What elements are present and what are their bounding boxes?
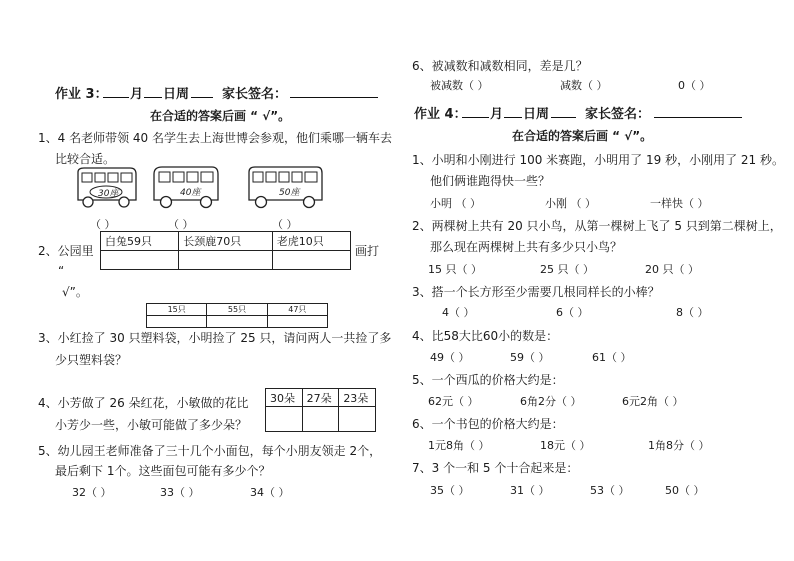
animals-blank-1[interactable] [101,251,179,270]
left-q1-line2: 比较合适。 [55,152,116,166]
left-q1-paren-3[interactable]: （ ） [272,218,298,231]
right-q2-opt-15[interactable]: 15 只（ ） [428,263,482,276]
right-q6top-opt3[interactable]: 0（ ） [678,79,711,92]
right-q7-opt-50[interactable]: 50（ ） [665,484,705,497]
right-subtitle: 在合适的答案后画 “ √”。 [512,129,653,143]
right-q1-opt-xiaogang[interactable]: 小刚 （ ） [545,197,596,210]
left-q1-line1: 1、4 名老师带领 40 名学生去上海世博会参观，他们乘哪一辆车去 [38,131,392,145]
right-week-blank[interactable] [551,117,576,118]
right-q6top-line1: 6、被减数和减数相同，差是几？ [412,59,588,73]
right-q4-opt-61[interactable]: 61（ ） [592,351,632,364]
left-q5-option-33[interactable]: 33（ ） [160,486,200,499]
q2-option-blank-1[interactable] [147,316,207,328]
right-q3-opt-4[interactable]: 4（ ） [442,306,475,319]
animals-cell-rabbit: 白兔59只 [101,232,179,251]
bus-30-icon[interactable] [72,166,140,210]
bus-label-40: 40座 [180,188,201,198]
right-q1-line2: 他们俩谁跑得快一些？ [430,174,551,188]
flowers-blank-3[interactable] [339,407,376,432]
right-q6-opt-1jiao8fen[interactable]: 1角8分（ ） [648,439,710,452]
flowers-blank-2[interactable] [302,407,339,432]
left-sign-blank[interactable] [290,97,378,98]
right-q6-opt-18yuan[interactable]: 18元（ ） [540,439,591,452]
left-month-blank[interactable] [103,97,129,98]
left-header-prefix: 作业 3： [55,87,108,102]
left-q5-option-34[interactable]: 34（ ） [250,486,290,499]
bus-50-icon[interactable] [245,164,325,210]
left-q5-line1: 5、幼儿园王老师准备了三十几个小面包，每个小朋友领走 2个， [38,444,382,458]
right-q4-opt-59[interactable]: 59（ ） [510,351,550,364]
right-q7-opt-35[interactable]: 35（ ） [430,484,470,497]
q2-option-47[interactable]: 47只 [267,304,327,316]
right-month-blank[interactable] [462,117,489,118]
right-q1-opt-same[interactable]: 一样快（ ） [650,197,709,210]
left-q2-prefix: 2、公园里 [38,244,94,258]
left-q1-paren-2[interactable]: （ ） [168,218,194,231]
right-sign-blank[interactable] [654,117,742,118]
right-q7-opt-53[interactable]: 53（ ） [590,484,630,497]
left-sign-label: 家长签名： [222,87,288,102]
right-day-blank[interactable] [504,117,522,118]
flowers-table [265,388,376,432]
q2-option-blank-3[interactable] [267,316,327,328]
bus-label-50: 50座 [279,188,300,198]
right-q1-line1: 1、小明和小刚进行 100 米赛跑，小明用了 19 秒，小刚用了 21 秒。 [412,153,784,167]
right-q5-opt-6jiao2fen[interactable]: 6角2分（ ） [520,395,582,408]
right-q7-line1: 7、3 个一和 5 个十合起来是： [412,461,579,475]
right-q7-opt-31[interactable]: 31（ ） [510,484,550,497]
left-q3-line1: 3、小红捡了 30 只塑料袋，小明捡了 25 只，请问两人一共捡了多 [38,331,392,345]
right-q2-opt-25[interactable]: 25 只（ ） [540,263,594,276]
right-q4-line1: 4、比58大比60小的数是： [412,329,559,343]
bus-40-icon[interactable] [150,164,222,210]
left-day-blank[interactable] [144,97,162,98]
left-dayweek-label: 日周 [163,87,190,102]
left-subtitle: 在合适的答案后画 “ √”。 [150,109,291,123]
right-q2-opt-20[interactable]: 20 只（ ） [645,263,699,276]
right-q2-line1: 2、两棵树上共有 20 只小鸟，从第一棵树上飞了 5 只到第二棵树上， [412,219,782,233]
right-month-label: 月 [490,107,504,122]
left-q4-line2: 小芳少一些，小敏可能做了多少朵？ [55,418,248,432]
animals-table [100,231,351,270]
flowers-option-23[interactable]: 23朵 [339,389,376,407]
right-q2-line2: 那么现在两棵树上共有多少只小鸟？ [430,240,623,254]
right-q3-line1: 3、搭一个长方形至少需要几根同样长的小棒？ [412,285,660,299]
animals-cell-tiger: 老虎10只 [272,232,350,251]
right-header-prefix: 作业 4： [414,107,467,122]
q2-options-table [146,303,328,328]
left-q3-line2: 少只塑料袋？ [55,353,128,367]
right-q5-line1: 5、一个西瓜的价格大约是： [412,373,564,387]
flowers-blank-1[interactable] [266,407,303,432]
left-q4-line1: 4、小芳做了 26 朵红花，小敏做的花比 [38,396,249,410]
right-q5-opt-6yuan2jiao[interactable]: 6元2角（ ） [622,395,684,408]
left-q5-option-32[interactable]: 32（ ） [72,486,112,499]
animals-blank-3[interactable] [272,251,350,270]
q2-option-15[interactable]: 15只 [147,304,207,316]
left-month-label: 月 [130,87,144,102]
right-q6-opt-1yuan8jiao[interactable]: 1元8角（ ） [428,439,490,452]
animals-blank-2[interactable] [179,251,273,270]
right-q3-opt-8[interactable]: 8（ ） [676,306,709,319]
left-q2-suffix: 画打 [355,244,380,258]
left-q1-paren-1[interactable]: （ ） [90,218,116,231]
flowers-option-27[interactable]: 27朵 [302,389,339,407]
right-q6-line1: 6、一个书包的价格大约是： [412,417,564,431]
right-q6top-opt2[interactable]: 减数（ ） [560,79,608,92]
right-q4-opt-49[interactable]: 49（ ） [430,351,470,364]
left-q5-line2: 最后剩下 1个。这些面包可能有多少个？ [55,464,271,478]
left-q2-line3: √”。 [62,285,88,299]
right-q6top-opt1[interactable]: 被减数（ ） [430,79,489,92]
right-q5-opt-62yuan[interactable]: 62元（ ） [428,395,479,408]
q2-option-blank-2[interactable] [207,316,267,328]
animals-cell-giraffe: 长颈鹿70只 [179,232,273,251]
q2-option-55[interactable]: 55只 [207,304,267,316]
right-q3-opt-6[interactable]: 6（ ） [556,306,589,319]
flowers-option-30[interactable]: 30朵 [266,389,303,407]
bus-label-30: 30座 [98,189,119,199]
right-sign-label: 家长签名： [585,107,651,122]
left-header [55,83,108,102]
right-q1-opt-xiaoming[interactable]: 小明 （ ） [430,197,481,210]
left-q2-quote: “ [58,264,65,278]
right-dayweek-label: 日周 [523,107,550,122]
left-week-blank[interactable] [191,97,213,98]
